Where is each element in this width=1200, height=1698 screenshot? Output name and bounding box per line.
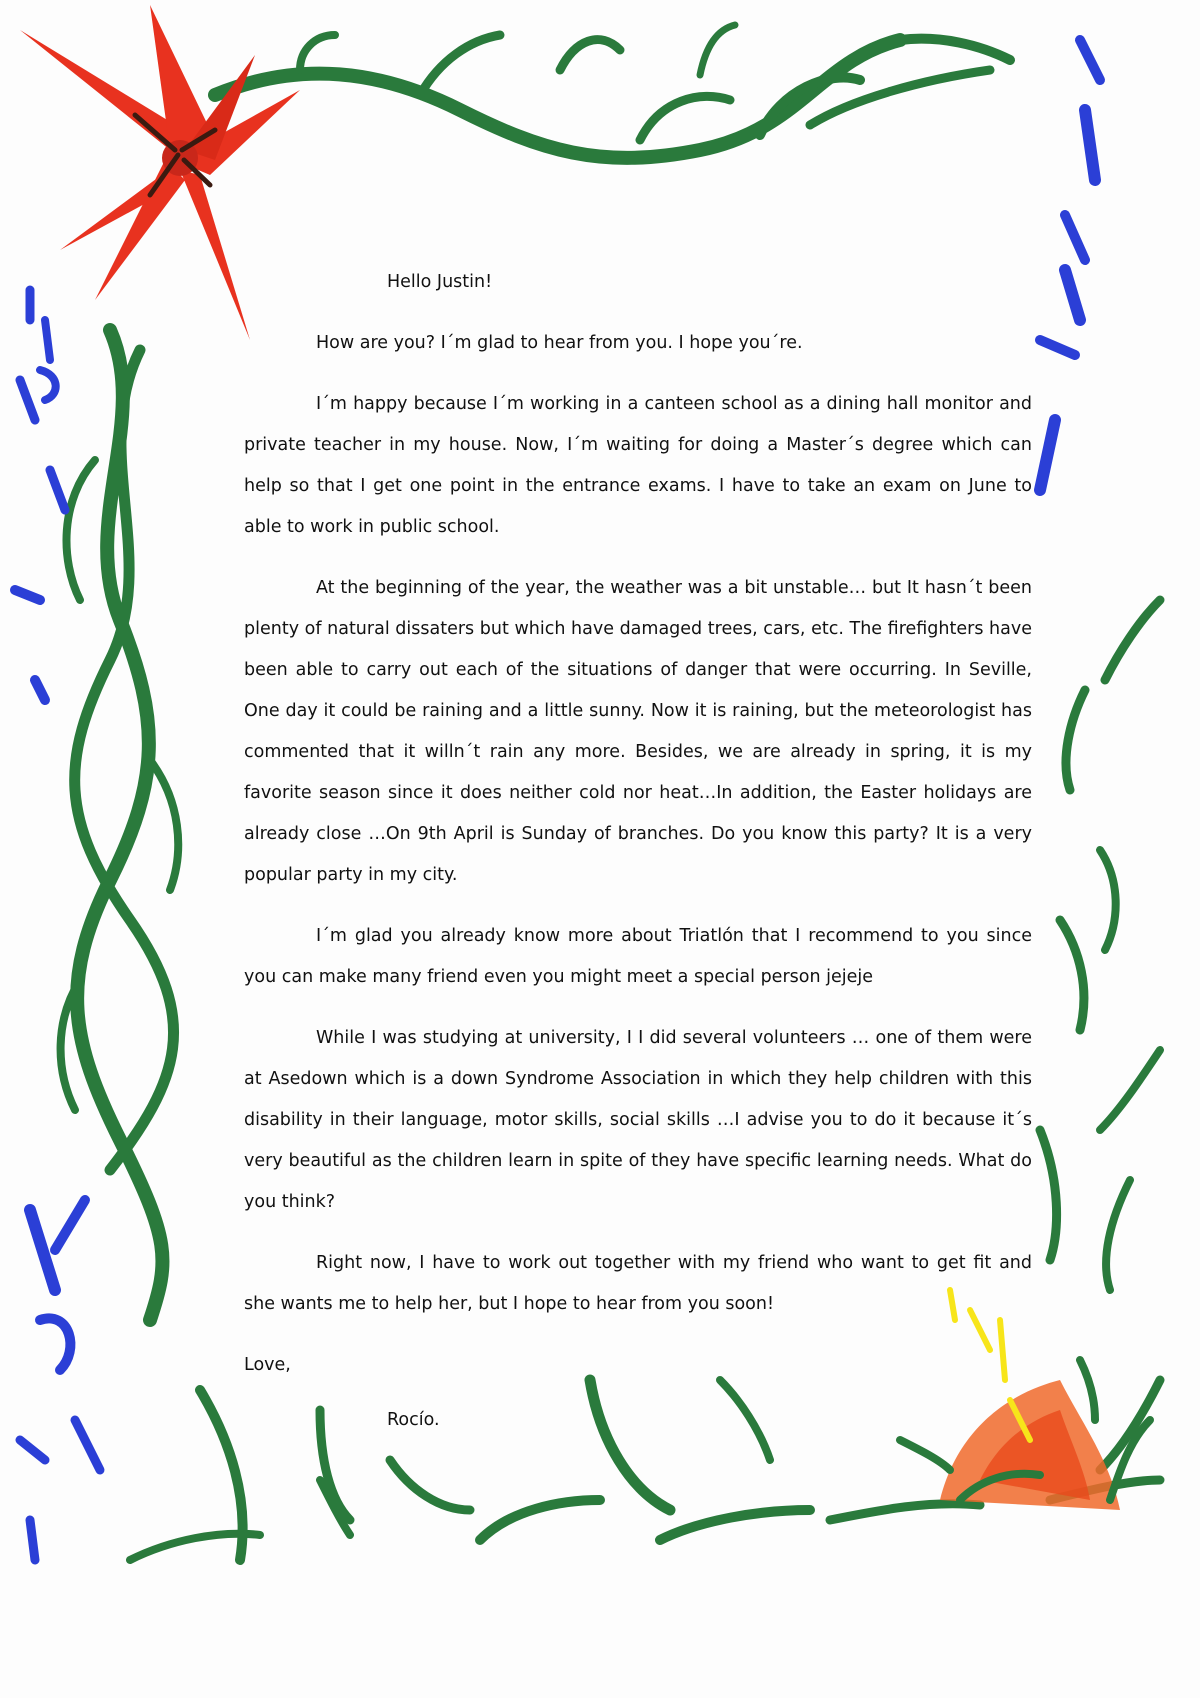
paragraph-6: Right now, I have to work out together with my friend who want to get fit and she wants me to help her, but I hope to hear from you soon! <box>244 1253 1032 1314</box>
letter-body <box>244 262 1032 1461</box>
green-strokes-right <box>1040 600 1160 1470</box>
closing: Love, <box>244 1355 291 1375</box>
signature: Rocío. <box>387 1410 440 1430</box>
paragraph-3: At the beginning of the year, the weather was a bit unstable… but It hasn´t been plenty of natural dissaters but which have damaged trees, cars, etc. The firefighters have been able to carry out each of the situations of danger that were occurring. In Seville, One day it could be raining and a little sunny. Now it is raining, but the meteorologist has commented that it willn´t rain any more. Besides, we are already in spring, it is my favorite season since it does neither cold nor heat…In addition, the Easter holidays are already close …On 9th April is Sunday of branches. Do you know this party? It is a very popular party in my city. <box>244 578 1032 885</box>
paragraph-2: I´m happy because I´m working in a canteen school as a dining hall monitor and private teacher in my house. Now, I´m waiting for doing a Master´s degree which can help so that I get one point in the entrance exams. I have to take an exam on June to able to work in public school. <box>244 394 1032 537</box>
paragraph-4: I´m glad you already know more about Triatlón that I recommend to you since you can make many friend even you might meet a special person jejeje <box>244 926 1032 987</box>
left-vine <box>61 330 179 1320</box>
blue-strokes-right <box>1040 40 1100 490</box>
paragraph-1: How are you? I´m glad to hear from you. I hope you´re. <box>316 333 803 353</box>
greeting: Hello Justin! <box>387 272 493 292</box>
top-vine <box>215 25 1010 158</box>
paragraph-5: While I was studying at university, I I did several volunteers … one of them were at Asedown which is a down Syndrome Association in which they help children with this disability in their language, motor skills, social skills …I advise you to do it because it´s very beautiful as the children learn in spite of they have specific learning needs. What do you think? <box>244 1028 1032 1212</box>
